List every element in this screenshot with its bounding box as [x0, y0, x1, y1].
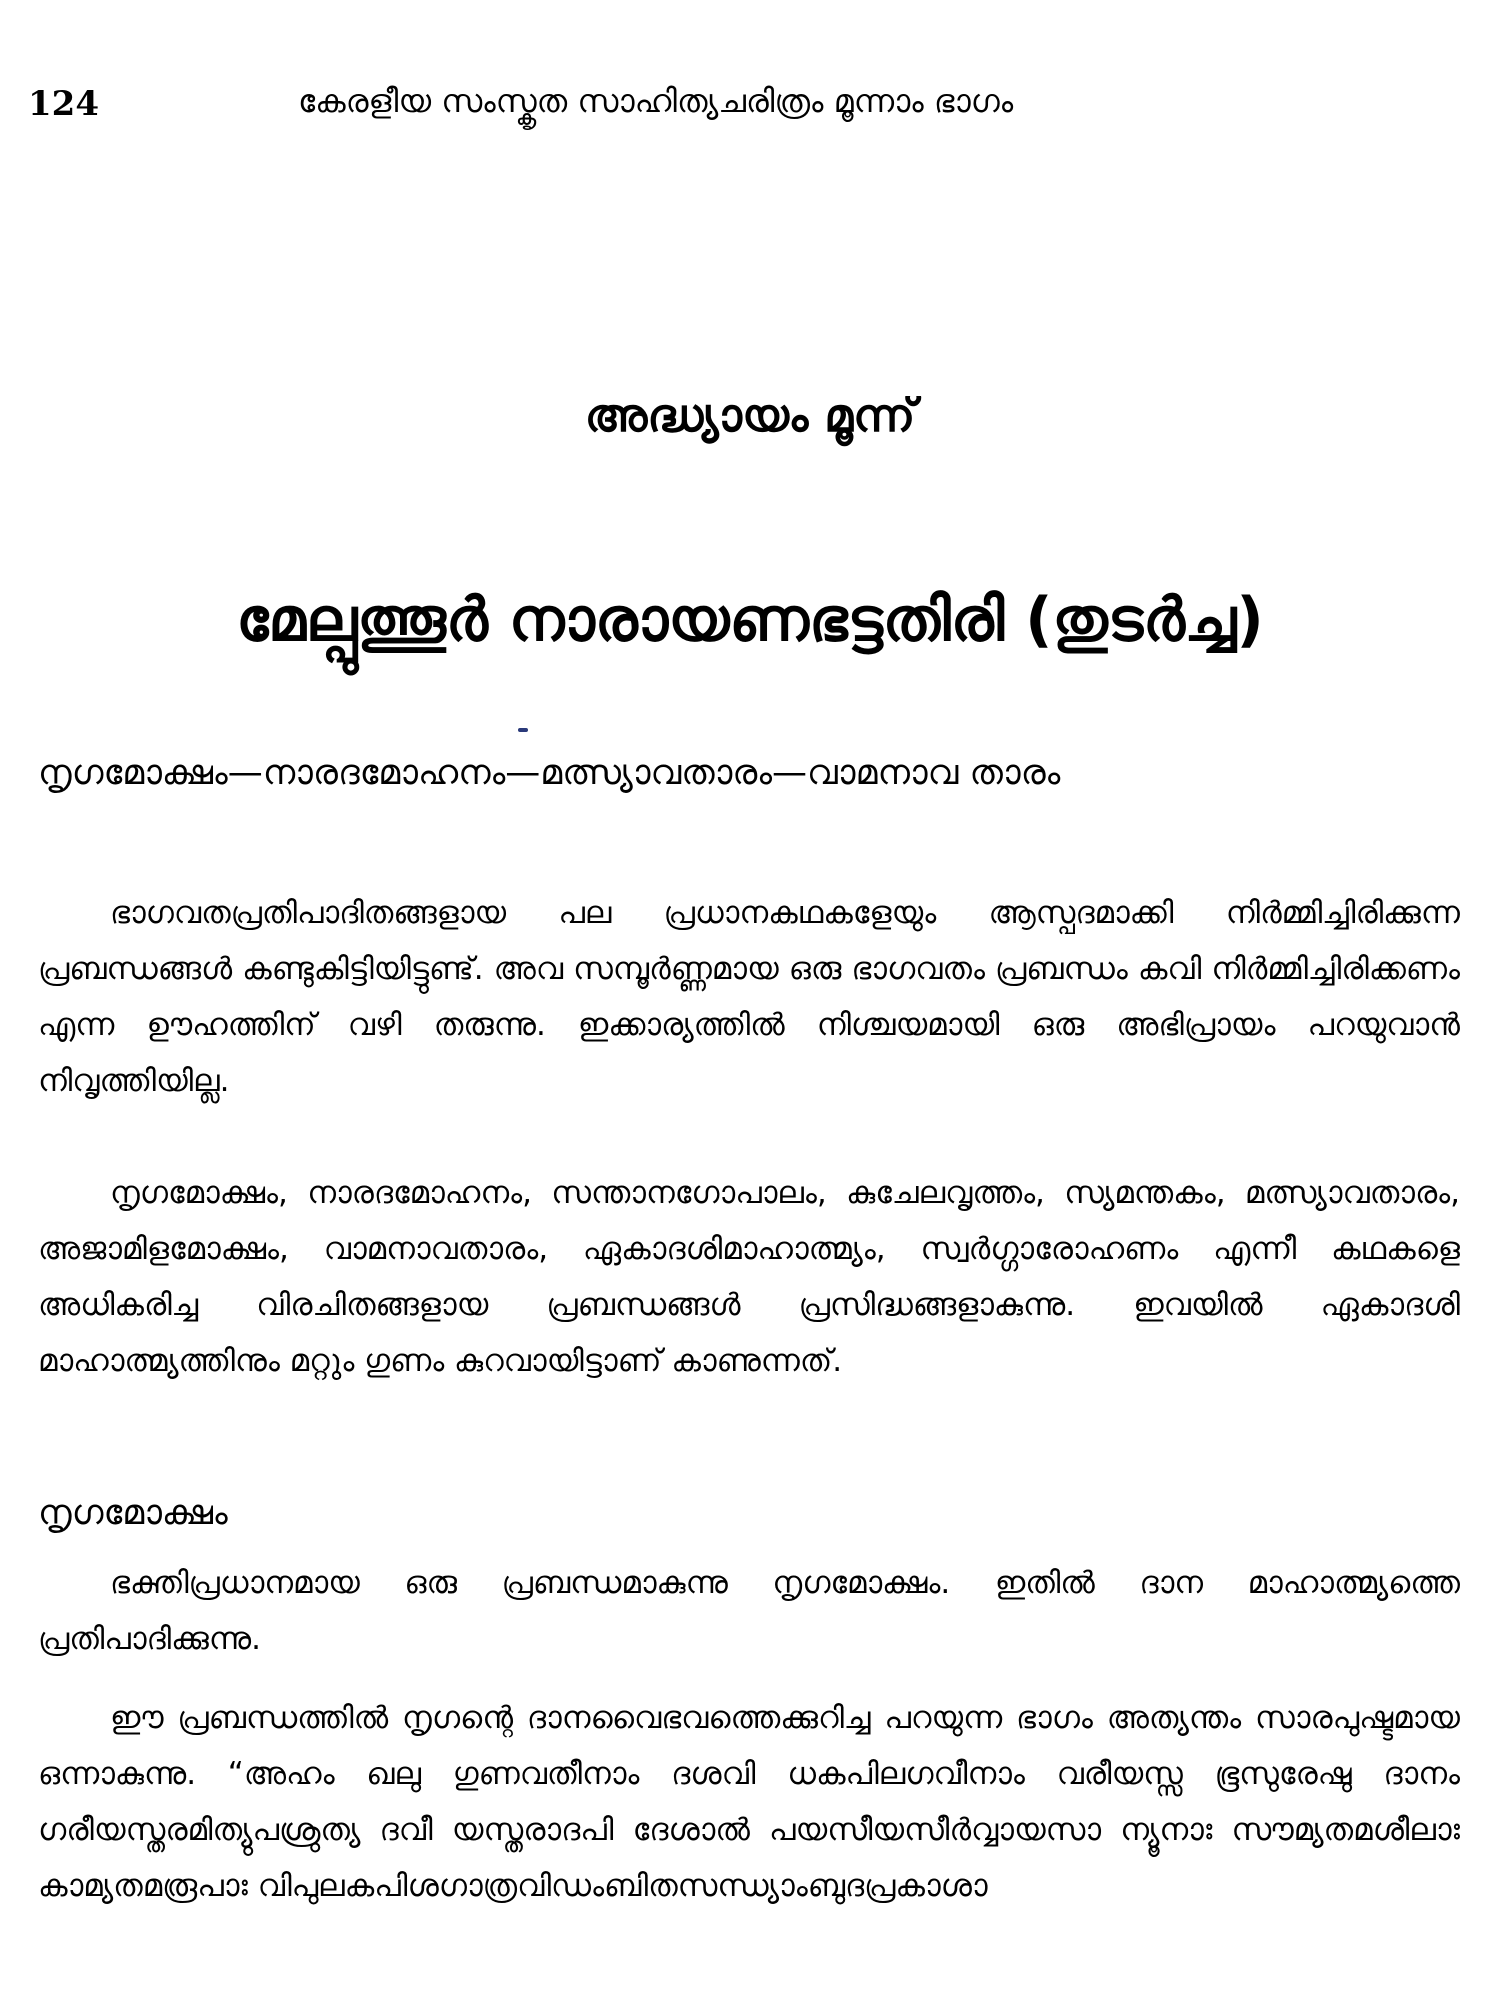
running-title: കേരളീയ സംസ്കൃത സാഹിത്യചരിത്രം മൂന്നാം ഭാഗം: [298, 82, 1014, 120]
paragraph: ഈ പ്രബന്ധത്തിൽ നൃഗന്റെ ദാനവൈഭവത്തെക്കുറിച്ച പറയുന്ന ഭാഗം അത്യന്തം സാരപുഷ്ടമായ ഒന്നാകുന്നു. “അഹം ഖലു ഗുണവതീനാം ദശവി ധകപിലഗവീനാം വരീയസ്സ ഭൂസുരേഷു ദാനം ഗരീയസ്തരമിത്യുപശ്രുത്യ ദവീ യസ്തരാദപി ദേശാൽ പയസീയസീർവ്വായസാ ന്യൂനാഃ സൗമ്യതമശീലാഃ കാമ്യതമരൂപാഃ വിപുലകപിശഗാത്രവിഡംബിതസന്ധ്യാംബുദപ്രകാശാ: [38, 1700, 1460, 1904]
section-heading: നൃഗമോക്ഷം: [38, 1493, 228, 1533]
paragraph: നൃഗമോക്ഷം, നാരദമോഹനം, സന്താനഗോപാലം, കുചേലവൃത്തം, സ്യമന്തകം, മത്സ്യാവതാരം, അജാമിളമോക്ഷം, വാമനാവതാരം, ഏകാദശിമാഹാത്മ്യം, സ്വർഗ്ഗാരോഹണം എന്നീ കഥകളെ അധികരിച്ച വിരചിതങ്ങളായ പ്രബന്ധങ്ങൾ പ്രസിദ്ധങ്ങളാകുന്നു. ഇവയിൽ ഏകാദശി മാഹാത്മ്യത്തിനും മറ്റും ഗുണം കുറവായിട്ടാണ് കാണുന്നത്.: [38, 1175, 1460, 1379]
ink-mark: [518, 728, 528, 732]
paragraph: ഭാഗവതപ്രതിപാദിതങ്ങളായ പല പ്രധാനകഥകളേയും ആസ്പദമാക്കി നിർമ്മിച്ചിരിക്കുന്ന പ്രബന്ധങ്ങൾ കണ്ടുകിട്ടിയിട്ടുണ്ട്. അവ സമ്പൂർണ്ണമായ ഒരു ഭാഗവതം പ്രബന്ധം കവി നിർമ്മിച്ചിരിക്കണം എന്ന ഊഹത്തിന് വഴി തരുന്നു. ഇക്കാര്യത്തിൽ നിശ്ചയമായി ഒരു അഭിപ്രായം പറയുവാൻ നിവൃത്തിയില്ല.: [38, 895, 1460, 1099]
page-number: 124: [28, 84, 99, 124]
chapter-label: അദ്ധ്യായം മൂന്ന്: [584, 388, 916, 442]
paragraph: ഭക്തിപ്രധാനമായ ഒരു പ്രബന്ധമാകുന്നു നൃഗമോക്ഷം. ഇതിൽ ദാന മാഹാത്മ്യത്തെ പ്രതിപാദിക്കുന്നു.: [38, 1565, 1460, 1657]
chapter-title: മേല്പുത്തൂർ നാരായണഭട്ടതിരി (തുടർച്ച): [236, 585, 1264, 655]
page-header: [28, 78, 1460, 128]
section-heading: നൃഗമോക്ഷം—നാരദമോഹനം—മത്സ്യാവതാരം—വാമനാവ താരം: [38, 753, 1061, 793]
